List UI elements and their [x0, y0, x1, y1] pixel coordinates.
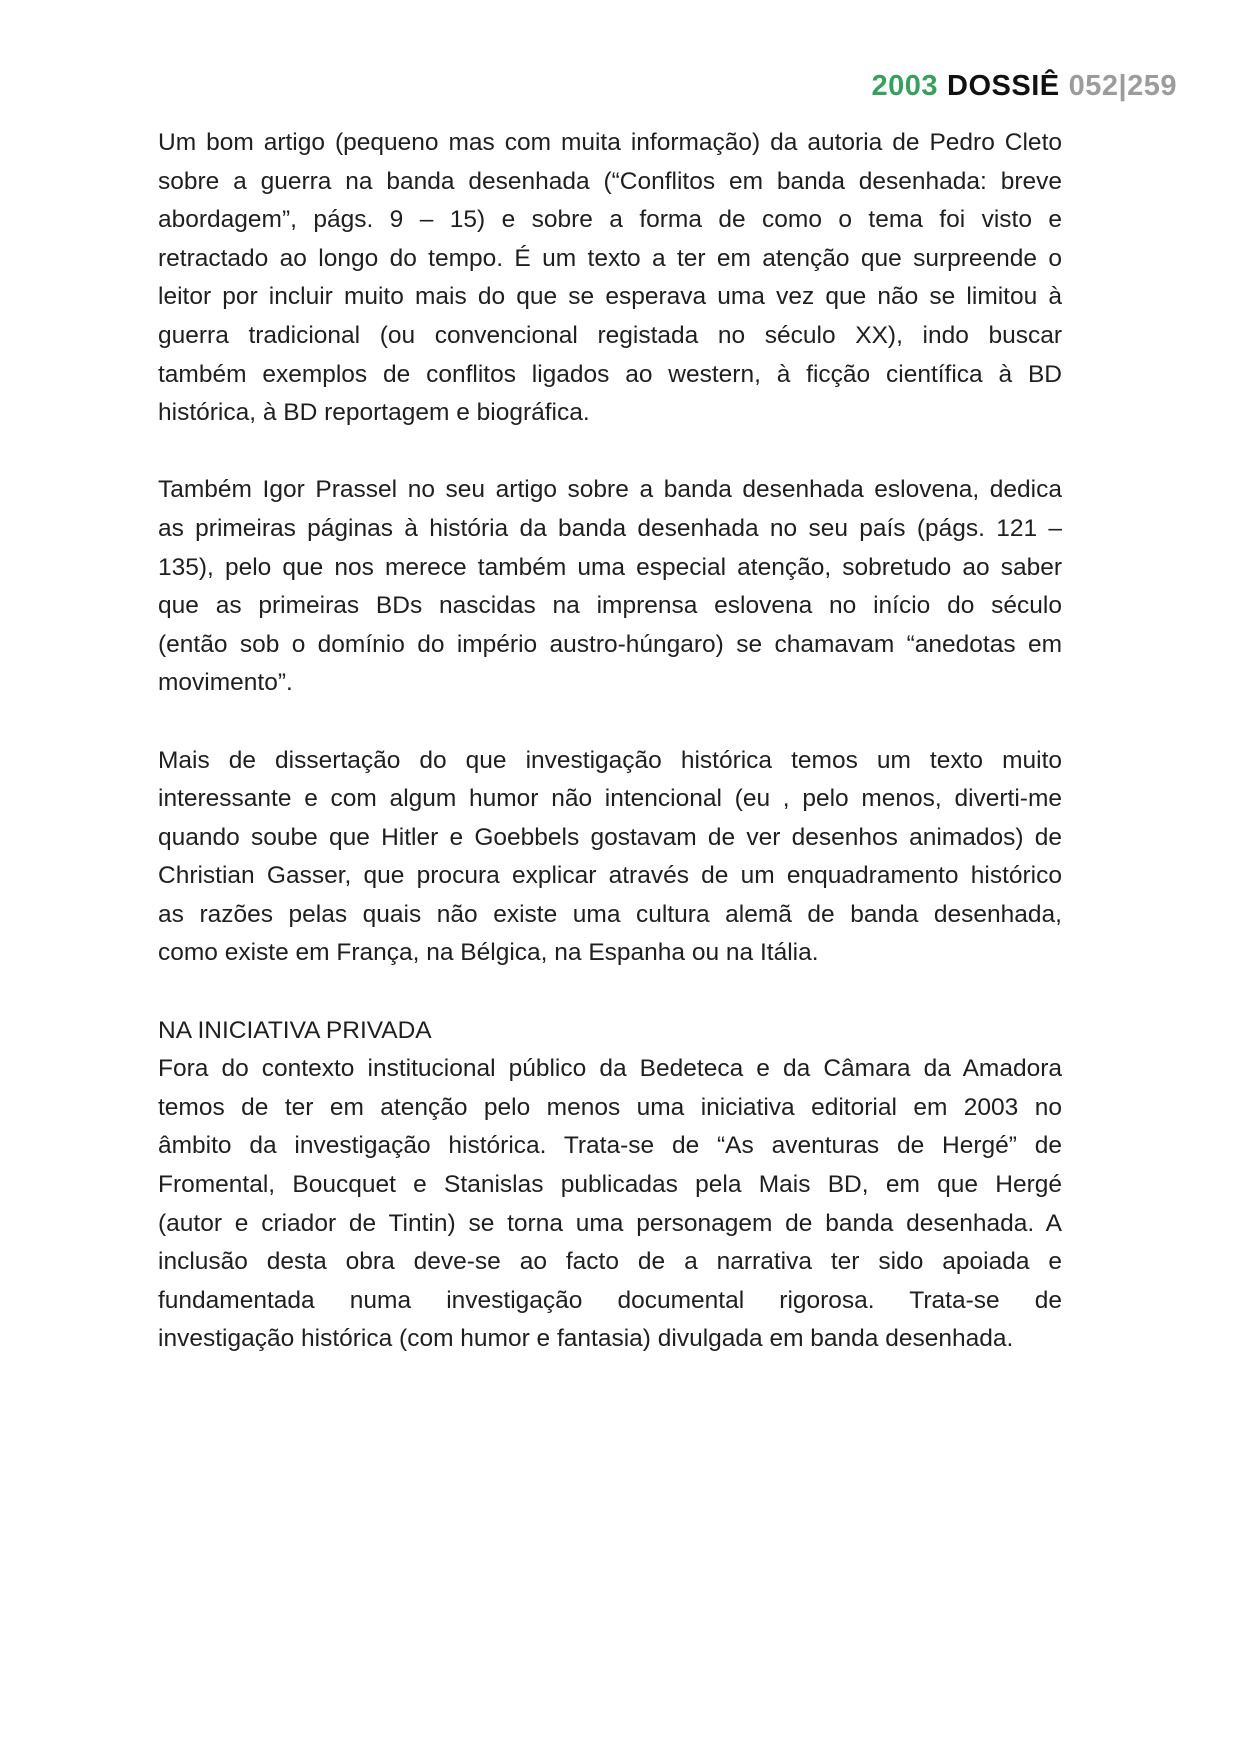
header-page-numbers: 052|259	[1068, 70, 1177, 102]
text-line: movimento”.	[158, 669, 293, 697]
text-line: (autor e criador de Tintin) se torna uma personagem de banda desenhada. A	[158, 1209, 1062, 1237]
text-line: Christian Gasser, que procura explicar através de um enquadramento histórico	[158, 862, 1062, 890]
text-line: Um bom artigo (pequeno mas com muita informação) da autoria de Pedro Cleto	[158, 129, 1062, 156]
text-line: histórica, à BD reportagem e biográfica.	[158, 399, 590, 427]
text-line: 135), pelo que nos merece também uma especial atenção, sobretudo ao saber	[158, 553, 1062, 581]
text-line: as razões pelas quais não existe uma cultura alemã de banda desenhada,	[158, 900, 1062, 928]
section-heading	[158, 1012, 1062, 1051]
text-line: Também Igor Prassel no seu artigo sobre a banda desenhada eslovena, dedica	[158, 476, 1062, 504]
header-year: 2003	[871, 70, 939, 102]
text-line: interessante e com algum humor não intencional (eu , pelo menos, diverti-me	[158, 785, 1062, 813]
text-line: (então sob o domínio do império austro-húngaro) se chamavam “anedotas em	[158, 630, 1062, 658]
running-header	[872, 69, 1178, 103]
text-line: NA INICIATIVA PRIVADA	[158, 1016, 432, 1044]
text-line: investigação histórica (com humor e fantasia) divulgada em banda desenhada.	[158, 1325, 1014, 1353]
text-line: quando soube que Hitler e Goebbels gostavam de ver desenhos animados) de	[158, 823, 1062, 851]
text-line: abordagem”, págs. 9 – 15) e sobre a forma de como o tema foi visto e	[158, 206, 1062, 234]
paragraph	[158, 742, 1062, 974]
text-line: também exemplos de conflitos ligados ao western, à ficção científica à BD	[158, 360, 1062, 388]
document-content	[158, 124, 1062, 1359]
text-line: Fromental, Boucquet e Stanislas publicadas pela Mais BD, em que Hergé	[158, 1171, 1062, 1199]
text-line: que as primeiras BDs nascidas na imprensa eslovena no início do século	[158, 592, 1062, 620]
text-line: retractado ao longo do tempo. É um texto a ter em atenção que surpreende o	[158, 244, 1062, 272]
text-line: Mais de dissertação do que investigação histórica temos um texto muito	[158, 746, 1062, 774]
text-line: sobre a guerra na banda desenhada (“Conflitos em banda desenhada: breve	[158, 167, 1062, 195]
paragraph	[158, 124, 1062, 433]
text-line: âmbito da investigação histórica. Trata-se de “As aventuras de Hergé” de	[158, 1132, 1062, 1160]
text-line: fundamentada numa investigação documental rigorosa. Trata-se de	[158, 1286, 1062, 1314]
paragraph	[158, 1050, 1062, 1359]
text-line: guerra tradicional (ou convencional registada no século XX), indo buscar	[158, 321, 1062, 349]
text-line: temos de ter em atenção pelo menos uma iniciativa editorial em 2003 no	[158, 1093, 1062, 1121]
paragraph	[158, 471, 1062, 703]
text-line: inclusão desta obra deve-se ao facto de a narrativa ter sido apoiada e	[158, 1248, 1062, 1276]
text-line: as primeiras páginas à história da banda desenhada no seu país (págs. 121 –	[158, 514, 1062, 542]
header-section-title: DOSSIÊ	[947, 70, 1060, 102]
text-line: Fora do contexto institucional público da Bedeteca e da Câmara da Amadora	[158, 1055, 1062, 1083]
text-line: como existe em França, na Bélgica, na Espanha ou na Itália.	[158, 939, 819, 967]
text-line: leitor por incluir muito mais do que se esperava uma vez que não se limitou à	[158, 283, 1062, 311]
